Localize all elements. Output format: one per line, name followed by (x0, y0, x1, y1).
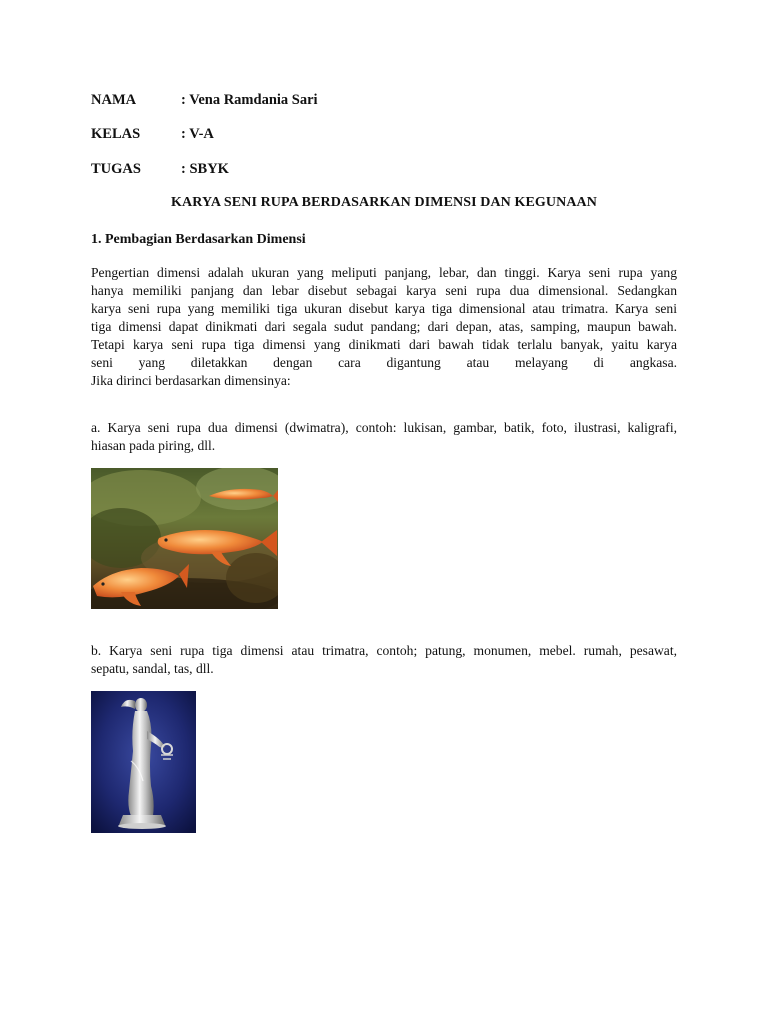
paragraph-line: Tetapi karya seni rupa tiga dimensi yang dinikmati dari bawah tidak terlalu banyak, yaitu karya (91, 337, 677, 352)
intro-paragraph (91, 264, 677, 390)
silver-statue-image (91, 691, 196, 833)
paragraph-line: hiasan pada piring, dll. (91, 438, 216, 453)
header-nama (91, 92, 318, 109)
silver-statue-photo-icon (91, 691, 196, 833)
document-title: KARYA SENI RUPA BERDASARKAN DIMENSI DAN KEGUNAAN (171, 195, 597, 210)
header-tugas (91, 161, 229, 178)
header-kelas (91, 126, 214, 143)
kelas-label: KELAS (91, 126, 141, 142)
tugas-value: : SBYK (181, 161, 229, 177)
paragraph-line: Pengertian dimensi adalah ukuran yang meliputi panjang, lebar, dan tinggi. Karya seni rupa yang (91, 265, 677, 280)
paragraph-line: hanya memiliki panjang dan lebar disebut sebagai karya seni rupa dua dimensional. Sedangkan (91, 283, 677, 298)
nama-label: NAMA (91, 92, 137, 108)
paragraph-line: b. Karya seni rupa tiga dimensi atau trimatra, contoh; patung, monumen, mebel. rumah, pesawat, (91, 643, 677, 658)
paragraph-line: Jika dirinci berdasarkan dimensinya: (91, 373, 291, 388)
arowana-fish-painting-icon (91, 468, 278, 609)
paragraph-line: karya seni rupa yang memiliki tiga ukuran disebut karya tiga dimensional atau trimatra. Karya seni (91, 301, 677, 316)
paragraph-line: tiga dimensi dapat dinikmati dari segala sudut pandang; dari depan, atas, samping, maupun bawah. (91, 319, 677, 334)
paragraph-line: sepatu, sandal, tas, dll. (91, 661, 214, 676)
item-b-paragraph (91, 642, 677, 678)
nama-value: : Vena Ramdania Sari (181, 92, 318, 108)
tugas-label: TUGAS (91, 161, 141, 177)
paragraph-line: a. Karya seni rupa dua dimensi (dwimatra), contoh: lukisan, gambar, batik, foto, ilustrasi, kaligrafi, (91, 420, 677, 435)
kelas-value: : V-A (181, 126, 214, 142)
paragraph-line: seni yang diletakkan dengan cara digantung atau melayang di angkasa. (91, 355, 677, 370)
item-a-paragraph (91, 419, 677, 455)
arowana-painting-image (91, 468, 278, 609)
section-heading: 1. Pembagian Berdasarkan Dimensi (91, 232, 306, 247)
